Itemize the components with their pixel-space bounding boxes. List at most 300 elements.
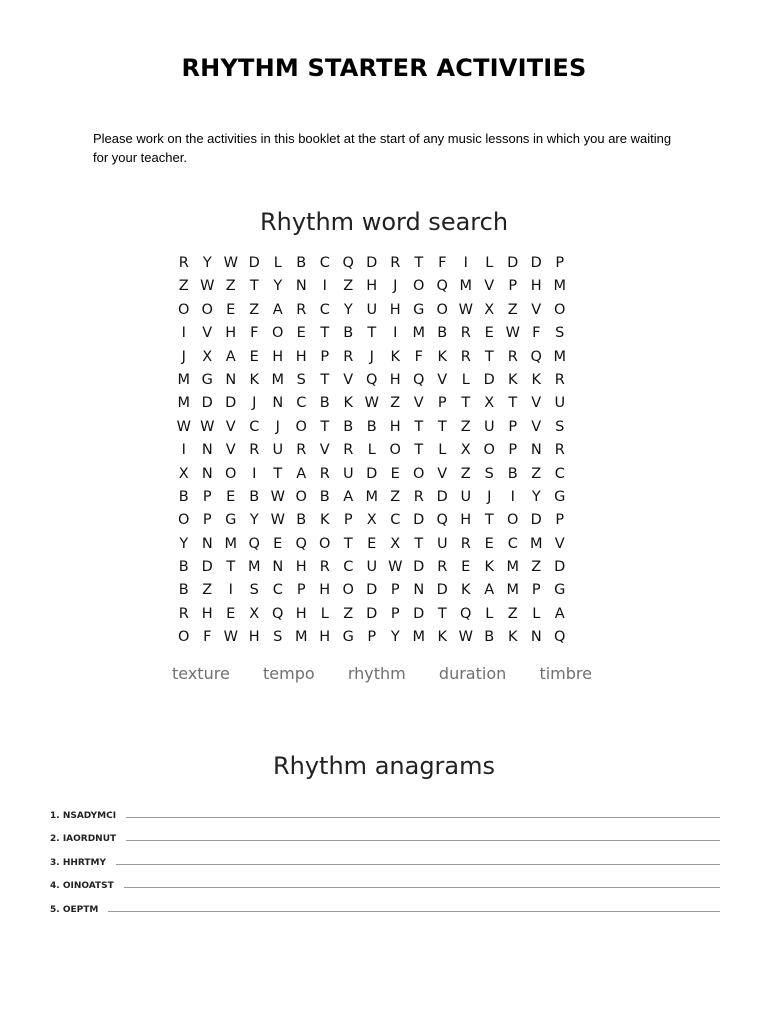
grid-cell[interactable]: H	[225, 325, 237, 342]
grid-cell[interactable]: B	[296, 512, 307, 529]
grid-cell[interactable]: O	[272, 325, 284, 342]
grid-cell[interactable]: C	[390, 512, 401, 529]
grid-cell[interactable]: H	[460, 512, 472, 529]
grid-cell[interactable]: R	[507, 348, 518, 365]
grid-cell[interactable]: O	[413, 278, 425, 295]
grid-cell[interactable]: N	[225, 371, 237, 388]
grid-cell[interactable]: K	[460, 582, 471, 599]
grid-cell[interactable]: E	[390, 465, 400, 482]
grid-row	[172, 346, 596, 369]
grid-cell[interactable]: L	[461, 371, 470, 388]
grid-cell[interactable]: V	[343, 371, 354, 388]
grid-cell[interactable]: Y	[390, 629, 400, 646]
grid-cell[interactable]: A	[296, 465, 307, 482]
grid-cell[interactable]: T	[414, 535, 424, 552]
grid-cell[interactable]: D	[530, 512, 542, 529]
grid-cell[interactable]: E	[273, 535, 283, 552]
grid-cell[interactable]: B	[319, 488, 330, 505]
grid-cell[interactable]: T	[484, 348, 494, 365]
grid-cell[interactable]: R	[460, 325, 471, 342]
grid-cell[interactable]: W	[270, 512, 285, 529]
grid-cell[interactable]: M	[365, 488, 378, 505]
grid-cell[interactable]: U	[436, 535, 448, 552]
grid-cell[interactable]: Z	[531, 559, 542, 576]
grid-cell[interactable]: H	[201, 605, 213, 622]
anagram-label: 1. NSADYMCI	[50, 810, 117, 821]
grid-cell[interactable]: S	[555, 325, 565, 342]
grid-cell[interactable]: R	[390, 255, 401, 271]
grid-cell[interactable]: U	[483, 418, 495, 435]
grid-cell[interactable]: Z	[202, 582, 213, 599]
grid-cell[interactable]: Q	[530, 348, 542, 365]
grid-cell[interactable]: T	[367, 325, 377, 342]
grid-cell[interactable]: R	[343, 348, 354, 365]
grid-cell[interactable]: W	[458, 629, 473, 646]
grid-cell[interactable]: B	[249, 488, 260, 505]
answer-line[interactable]	[116, 864, 720, 865]
grid-cell[interactable]: F	[250, 325, 259, 342]
grid-cell[interactable]: R	[178, 255, 189, 271]
grid-cell[interactable]: R	[554, 442, 565, 459]
grid-cell[interactable]: B	[319, 395, 330, 412]
grid-cell[interactable]: J	[252, 395, 257, 412]
grid-cell[interactable]: L	[485, 605, 494, 622]
grid-cell[interactable]: D	[366, 465, 378, 482]
grid-cell[interactable]: W	[364, 395, 379, 412]
anagram-label: 2. IAORDNUT	[50, 834, 117, 844]
grid-cell[interactable]: Q	[436, 512, 448, 529]
grid-cell[interactable]: Z	[390, 395, 401, 412]
grid-cell[interactable]: V	[531, 395, 542, 412]
grid-cell[interactable]: O	[178, 629, 190, 646]
grid-cell[interactable]: E	[226, 301, 236, 318]
grid-cell[interactable]: U	[554, 395, 566, 412]
grid-cell[interactable]: O	[342, 582, 354, 599]
grid-cell[interactable]: D	[483, 371, 495, 388]
grid-cell[interactable]: B	[343, 325, 354, 342]
grid-cell[interactable]: P	[555, 255, 565, 271]
grid-cell[interactable]: W	[270, 488, 285, 505]
grid-cell[interactable]: E	[484, 535, 494, 552]
grid-cell[interactable]: H	[389, 371, 401, 388]
grid-cell[interactable]: C	[554, 465, 565, 482]
grid-cell[interactable]: E	[226, 488, 236, 505]
grid-cell[interactable]: Z	[507, 605, 518, 622]
grid-cell[interactable]: H	[389, 418, 401, 435]
grid-cell[interactable]: T	[508, 395, 518, 412]
grid-cell[interactable]: D	[366, 605, 378, 622]
grid-cell[interactable]: B	[507, 465, 518, 482]
grid-cell[interactable]: T	[461, 395, 471, 412]
grid-cell[interactable]: X	[178, 465, 189, 482]
grid-cell[interactable]: R	[460, 535, 471, 552]
grid-cell[interactable]: P	[296, 582, 306, 599]
grid-cell[interactable]: D	[366, 255, 378, 271]
grid-cell[interactable]: V	[484, 278, 495, 295]
grid-cell[interactable]: D	[201, 559, 213, 576]
grid-cell[interactable]: I	[393, 325, 398, 342]
grid-cell[interactable]: K	[390, 348, 400, 365]
grid-cell[interactable]: V	[413, 395, 424, 412]
grid-cell[interactable]: O	[295, 488, 307, 505]
grid-cell[interactable]: J	[393, 278, 398, 295]
grid-cell[interactable]: P	[320, 348, 330, 365]
grid-cell[interactable]: Z	[343, 605, 354, 622]
grid-cell[interactable]: K	[343, 395, 353, 412]
grid-cell[interactable]: G	[554, 582, 566, 599]
grid-cell[interactable]: Z	[249, 301, 260, 318]
grid-cell[interactable]: U	[342, 465, 354, 482]
grid-cell[interactable]: P	[390, 605, 400, 622]
grid-cell[interactable]: R	[437, 559, 448, 576]
grid-cell[interactable]: O	[413, 465, 425, 482]
grid-cell[interactable]: Z	[225, 278, 236, 295]
grid-cell[interactable]: E	[461, 559, 471, 576]
grid-cell[interactable]: W	[223, 629, 238, 646]
grid-cell[interactable]: N	[272, 395, 284, 412]
grid-cell[interactable]: I	[228, 582, 233, 599]
grid-cell[interactable]: R	[249, 442, 260, 459]
grid-cell[interactable]: S	[484, 465, 494, 482]
grid-cell[interactable]: T	[437, 418, 447, 435]
grid-cell[interactable]: V	[437, 465, 448, 482]
grid-cell[interactable]: P	[508, 278, 518, 295]
grid-cell[interactable]: X	[390, 535, 401, 552]
grid-cell[interactable]: F	[532, 325, 541, 342]
grid-cell[interactable]: C	[319, 255, 330, 271]
grid-cell[interactable]: H	[530, 278, 542, 295]
grid-cell[interactable]: X	[460, 442, 471, 459]
grid-cell[interactable]: K	[507, 629, 518, 646]
grid-cell[interactable]: H	[366, 278, 378, 295]
grid-cell[interactable]: T	[484, 512, 494, 529]
grid-cell[interactable]: D	[366, 582, 378, 599]
grid-cell[interactable]: M	[529, 535, 543, 552]
grid-cell[interactable]: T	[343, 535, 353, 552]
grid-cell[interactable]: N	[530, 442, 542, 459]
grid-cell[interactable]: V	[202, 325, 213, 342]
grid-cell[interactable]: N	[201, 465, 213, 482]
grid-cell[interactable]: N	[295, 278, 307, 295]
grid-row	[172, 509, 596, 532]
grid-cell[interactable]: M	[553, 348, 566, 365]
grid-cell[interactable]: I	[322, 278, 327, 295]
grid-cell[interactable]: M	[294, 629, 308, 646]
word-item: duration	[438, 664, 507, 683]
grid-cell[interactable]: A	[554, 605, 565, 622]
grid-cell[interactable]: B	[296, 255, 307, 271]
grid-cell[interactable]: D	[507, 255, 519, 271]
grid-cell[interactable]: M	[177, 371, 190, 388]
grid-cell[interactable]: T	[414, 255, 424, 271]
grid-cell[interactable]: W	[176, 418, 191, 435]
grid-cell[interactable]: D	[530, 255, 542, 271]
grid-cell[interactable]: X	[484, 301, 495, 318]
grid-cell[interactable]: O	[483, 442, 495, 459]
grid-cell[interactable]: C	[272, 582, 283, 599]
grid-cell[interactable]: N	[413, 582, 425, 599]
grid-cell[interactable]: Q	[342, 255, 354, 271]
grid-row	[172, 439, 596, 462]
grid-cell[interactable]: X	[249, 605, 260, 622]
grid-cell[interactable]: Z	[390, 488, 401, 505]
grid-cell[interactable]: Q	[248, 535, 260, 552]
grid-cell[interactable]: X	[366, 512, 377, 529]
grid-cell[interactable]: G	[342, 629, 354, 646]
grid-cell[interactable]: M	[247, 559, 261, 576]
grid-cell[interactable]: H	[295, 559, 307, 576]
grid-cell[interactable]: Q	[460, 605, 472, 622]
grid-cell[interactable]: Y	[343, 301, 353, 318]
grid-cell[interactable]: M	[177, 395, 190, 412]
grid-cell[interactable]: Z	[460, 418, 471, 435]
grid-cell[interactable]: R	[413, 488, 424, 505]
grid-cell[interactable]: I	[181, 442, 186, 459]
grid-cell[interactable]: E	[484, 325, 494, 342]
grid-cell[interactable]: W	[200, 278, 215, 295]
grid-cell[interactable]: S	[249, 582, 259, 599]
grid-cell[interactable]: B	[178, 488, 189, 505]
grid-cell[interactable]: U	[366, 559, 378, 576]
grid-cell[interactable]: T	[273, 465, 283, 482]
grid-cell[interactable]: J	[181, 348, 186, 365]
grid-cell[interactable]: R	[460, 348, 471, 365]
grid-cell[interactable]: N	[201, 535, 213, 552]
grid-cell[interactable]: P	[343, 512, 353, 529]
grid-cell[interactable]: D	[413, 605, 425, 622]
grid-cell[interactable]: A	[343, 488, 354, 505]
grid-cell[interactable]: Z	[507, 301, 518, 318]
grid-cell[interactable]: T	[414, 418, 424, 435]
grid-cell[interactable]: D	[201, 395, 213, 412]
grid-cell[interactable]: B	[178, 559, 189, 576]
grid-cell[interactable]: T	[320, 418, 330, 435]
grid-cell[interactable]: Q	[272, 605, 284, 622]
grid-cell[interactable]: D	[413, 512, 425, 529]
grid-cell[interactable]: A	[484, 582, 495, 599]
grid-cell[interactable]: M	[412, 629, 425, 646]
grid-cell[interactable]: E	[296, 325, 306, 342]
grid-cell[interactable]: Y	[249, 512, 259, 529]
grid-cell[interactable]: P	[390, 582, 400, 599]
grid-cell[interactable]: H	[248, 629, 260, 646]
grid-cell[interactable]: B	[343, 418, 354, 435]
grid-cell[interactable]: U	[460, 488, 472, 505]
grid-cell[interactable]: O	[178, 301, 190, 318]
grid-cell[interactable]: O	[436, 301, 448, 318]
grid-cell[interactable]: I	[463, 255, 468, 271]
grid-cell[interactable]: W	[505, 325, 520, 342]
grid-cell[interactable]: I	[510, 488, 515, 505]
grid-cell[interactable]: L	[367, 442, 376, 459]
grid-cell[interactable]: K	[319, 512, 330, 529]
grid-cell[interactable]: M	[271, 371, 284, 388]
grid-cell[interactable]: D	[248, 255, 260, 271]
grid-cell[interactable]: H	[295, 348, 307, 365]
grid-cell[interactable]: Z	[178, 278, 189, 295]
grid-cell[interactable]: C	[249, 418, 260, 435]
grid-cell[interactable]: J	[487, 488, 492, 505]
grid-cell[interactable]: B	[366, 418, 377, 435]
grid-cell[interactable]: O	[201, 301, 213, 318]
grid-cell[interactable]: H	[319, 582, 331, 599]
grid-cell[interactable]: O	[554, 301, 566, 318]
grid-cell[interactable]: O	[178, 512, 190, 529]
grid-cell[interactable]: Z	[343, 278, 354, 295]
grid-cell[interactable]: A	[272, 301, 283, 318]
grid-cell[interactable]: O	[225, 465, 237, 482]
grid-cell[interactable]: X	[202, 348, 213, 365]
grid-cell[interactable]: K	[437, 629, 447, 646]
grid-cell[interactable]: Q	[413, 371, 425, 388]
grid-cell[interactable]: K	[249, 371, 259, 388]
grid-cell[interactable]: M	[553, 278, 566, 295]
grid-cell[interactable]: Q	[554, 629, 566, 646]
grid-cell[interactable]: R	[178, 605, 189, 622]
grid-cell[interactable]: K	[484, 559, 494, 576]
grid-cell[interactable]: Y	[273, 278, 283, 295]
grid-cell[interactable]: O	[507, 512, 519, 529]
grid-cell[interactable]: T	[249, 278, 259, 295]
grid-cell[interactable]: H	[389, 301, 401, 318]
grid-cell[interactable]: E	[367, 535, 377, 552]
grid-cell[interactable]: P	[202, 488, 212, 505]
grid-cell[interactable]: T	[320, 371, 330, 388]
grid-cell[interactable]: V	[531, 301, 542, 318]
grid-cell[interactable]: B	[437, 325, 448, 342]
grid-cell[interactable]: T	[414, 442, 424, 459]
grid-cell[interactable]: E	[249, 348, 259, 365]
grid-cell[interactable]: L	[438, 442, 447, 459]
grid-cell[interactable]: O	[389, 442, 401, 459]
grid-cell[interactable]: S	[555, 418, 565, 435]
grid-cell[interactable]: W	[200, 418, 215, 435]
grid-cell[interactable]: D	[436, 582, 448, 599]
grid-cell[interactable]: M	[412, 325, 425, 342]
grid-cell[interactable]: L	[320, 605, 329, 622]
grid-cell[interactable]: Y	[531, 488, 541, 505]
grid-cell[interactable]: R	[296, 301, 307, 318]
grid-cell[interactable]: P	[555, 512, 565, 529]
grid-cell[interactable]: C	[343, 559, 354, 576]
grid-cell[interactable]: F	[414, 348, 423, 365]
grid-cell[interactable]: N	[272, 559, 284, 576]
grid-cell[interactable]: I	[252, 465, 257, 482]
grid-cell[interactable]: P	[531, 582, 541, 599]
grid-cell[interactable]: C	[507, 535, 518, 552]
grid-cell[interactable]: G	[554, 488, 566, 505]
grid-cell[interactable]: L	[273, 255, 282, 271]
grid-cell[interactable]: P	[367, 629, 377, 646]
grid-cell[interactable]: W	[458, 301, 473, 318]
grid-cell[interactable]: K	[531, 371, 541, 388]
grid-cell[interactable]: Y	[202, 255, 212, 271]
grid-cell[interactable]: V	[225, 442, 236, 459]
grid-cell[interactable]: W	[388, 559, 403, 576]
grid-cell[interactable]: H	[319, 629, 331, 646]
grid-cell[interactable]: J	[369, 348, 374, 365]
grid-cell[interactable]: V	[319, 442, 330, 459]
answer-line[interactable]	[126, 817, 720, 818]
grid-cell[interactable]: M	[506, 559, 519, 576]
grid-cell[interactable]: R	[296, 442, 307, 459]
answer-line[interactable]	[124, 887, 720, 888]
grid-cell[interactable]: H	[295, 605, 307, 622]
grid-cell[interactable]: D	[225, 395, 237, 412]
grid-cell[interactable]: V	[554, 535, 565, 552]
grid-cell[interactable]: V	[225, 418, 236, 435]
grid-cell[interactable]: P	[202, 512, 212, 529]
grid-cell[interactable]: M	[459, 278, 472, 295]
answer-line[interactable]	[126, 840, 720, 841]
grid-cell[interactable]: D	[413, 559, 425, 576]
grid-cell[interactable]: V	[437, 371, 448, 388]
grid-cell[interactable]: O	[295, 418, 307, 435]
grid-cell[interactable]: N	[530, 629, 542, 646]
grid-cell[interactable]: D	[436, 488, 448, 505]
grid-cell[interactable]: A	[225, 348, 236, 365]
grid-cell[interactable]: Y	[179, 535, 189, 552]
answer-line[interactable]	[108, 911, 720, 912]
grid-cell[interactable]: T	[320, 325, 330, 342]
grid-cell[interactable]: Q	[295, 535, 307, 552]
grid-cell[interactable]: T	[226, 559, 236, 576]
grid-cell[interactable]: R	[319, 465, 330, 482]
grid-cell[interactable]: P	[437, 395, 447, 412]
grid-cell[interactable]: R	[343, 442, 354, 459]
grid-cell[interactable]: M	[224, 535, 237, 552]
grid-cell[interactable]: U	[272, 442, 284, 459]
grid-cell[interactable]: F	[203, 629, 212, 646]
grid-cell[interactable]: L	[485, 255, 494, 271]
grid-cell[interactable]: O	[319, 535, 331, 552]
grid-cell[interactable]: Q	[436, 278, 448, 295]
grid-cell[interactable]: U	[366, 301, 378, 318]
grid-cell[interactable]: S	[296, 371, 306, 388]
grid-cell[interactable]: B	[178, 582, 189, 599]
grid-cell[interactable]: H	[272, 348, 284, 365]
grid-cell[interactable]: K	[437, 348, 447, 365]
grid-cell[interactable]: V	[531, 418, 542, 435]
grid-cell[interactable]: K	[507, 371, 518, 388]
grid-cell[interactable]: W	[223, 255, 238, 271]
grid-cell[interactable]: P	[508, 442, 518, 459]
grid-cell[interactable]: C	[296, 395, 307, 412]
grid-cell[interactable]: I	[181, 325, 186, 342]
grid-cell[interactable]: N	[201, 442, 213, 459]
grid-cell[interactable]: S	[273, 629, 283, 646]
grid-cell[interactable]: Z	[531, 465, 542, 482]
grid-cell[interactable]: C	[319, 301, 330, 318]
grid-cell[interactable]: X	[484, 395, 495, 412]
grid-cell[interactable]: T	[437, 605, 447, 622]
grid-cell[interactable]: M	[506, 582, 519, 599]
grid-cell[interactable]: R	[319, 559, 330, 576]
grid-cell[interactable]: F	[438, 255, 447, 271]
grid-cell[interactable]: Q	[366, 371, 378, 388]
grid-cell[interactable]: G	[201, 371, 213, 388]
grid-cell[interactable]: G	[413, 301, 425, 318]
grid-cell[interactable]: D	[554, 559, 566, 576]
grid-cell[interactable]: J	[275, 418, 280, 435]
grid-cell[interactable]: B	[484, 629, 495, 646]
grid-cell[interactable]: Z	[460, 465, 471, 482]
grid-cell[interactable]: E	[226, 605, 236, 622]
grid-cell[interactable]: P	[508, 418, 518, 435]
grid-cell[interactable]: G	[225, 512, 237, 529]
grid-cell[interactable]: L	[532, 605, 541, 622]
grid-cell[interactable]: R	[554, 371, 565, 388]
